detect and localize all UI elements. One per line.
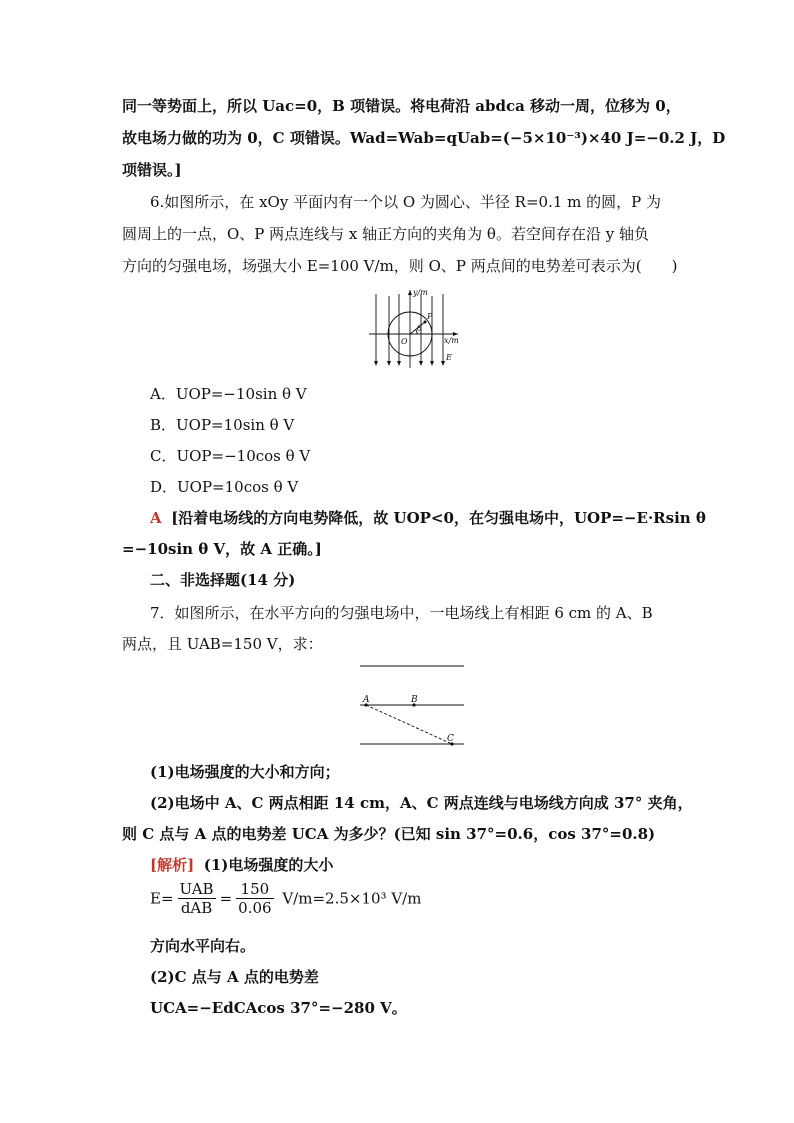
point-p-label: P [427,312,433,321]
question-7-part-1: (1)电场强度的大小和方向； [150,763,340,781]
answer-6-line-2: =−10sin θ V，故 A 正确。] [122,540,322,558]
origin-label: O [401,337,408,346]
question-6-line-3: 方向的匀强电场，场强大小 E=100 V/m，则 O、P 两点间的电势差可表示为( ) [122,257,678,275]
field-lines-figure [356,660,470,750]
fraction-2-denominator: 0.06 [238,899,272,917]
option-a: A．UOP=−10sin θ V [150,385,307,403]
point-b-label: B [411,695,418,705]
fraction-1-denominator: dAB [180,899,213,917]
solution-line-3: 项错误。] [122,161,182,179]
question-7-line-2: 两点，且 UAB=150 V，求： [122,635,323,653]
question-7-part-2-line-2: 则 C 点与 A 点的电势差 UCA 为多少？(已知 sin 37°=0.6，cos 37°=0.8) [122,825,656,843]
option-b: B．UOP=10sin θ V [150,416,295,434]
analysis-tag: [解析] [150,856,195,874]
analysis-result: UCA=−EdCAcos 37°=−280 V。 [150,999,407,1017]
question-7-line-1: 7．如图所示，在水平方向的匀强电场中，一电场线上有相距 6 cm 的 A、B [150,604,653,622]
analysis-part-1: (1)电场强度的大小 [203,856,334,874]
question-6-line-1: 6.如图所示，在 xOy 平面内有一个以 O 为圆心、半径 R=0.1 m 的圆，P 为 [150,193,662,211]
field-strength-equation [150,880,421,917]
analysis-part-2: (2)C 点与 A 点的电势差 [150,968,319,986]
equation-result: V/m=2.5×10³ V/m [282,889,422,908]
analysis-direction: 方向水平向右。 [150,937,256,955]
equation-lhs: E= [150,889,174,908]
answer-6-text: [沿着电场线的方向电势降低，故 UOP<0，在匀强电场中，UOP=−E·Rsin θ [171,509,706,527]
answer-6-letter: A [150,509,162,527]
ac-dashed-line [366,705,452,744]
solution-line-2: 故电场力做的功为 0，C 项错误。Wad=Wab=qUab=(−5×10⁻³)×40 J=−0.2 J，D [122,129,726,147]
answer-6-line-1 [150,508,706,528]
y-axis-label: y/m [413,288,428,297]
analysis-line-1 [150,855,333,875]
fraction-1-numerator: UAB [179,880,214,898]
field-e-label: E [446,353,452,362]
solution-line-1: 同一等势面上，所以 Uac=0，B 项错误。将电荷沿 abdca 移动一周，位移为 0， [122,97,681,115]
x-axis-label: x/m [444,336,459,345]
section-2-heading: 二、非选择题(14 分) [150,571,296,589]
equation-equals: = [219,889,233,908]
option-d: D．UOP=10cos θ V [150,478,299,496]
question-7-part-2-line-1: (2)电场中 A、C 两点相距 14 cm，A、C 两点连线与电场线方向成 37° 夹角， [150,794,693,812]
point-a-label: A [363,695,370,705]
circle-field-figure [366,284,466,370]
point-c-label: C [447,734,454,744]
option-c: C．UOP=−10cos θ V [150,447,311,465]
question-6-line-2: 圆周上的一点，O、P 两点连线与 x 轴正方向的夹角为 θ。若空间存在沿 y 轴负 [122,225,649,243]
theta-label: θ [417,324,422,333]
fraction-2-numerator: 150 [236,880,273,899]
